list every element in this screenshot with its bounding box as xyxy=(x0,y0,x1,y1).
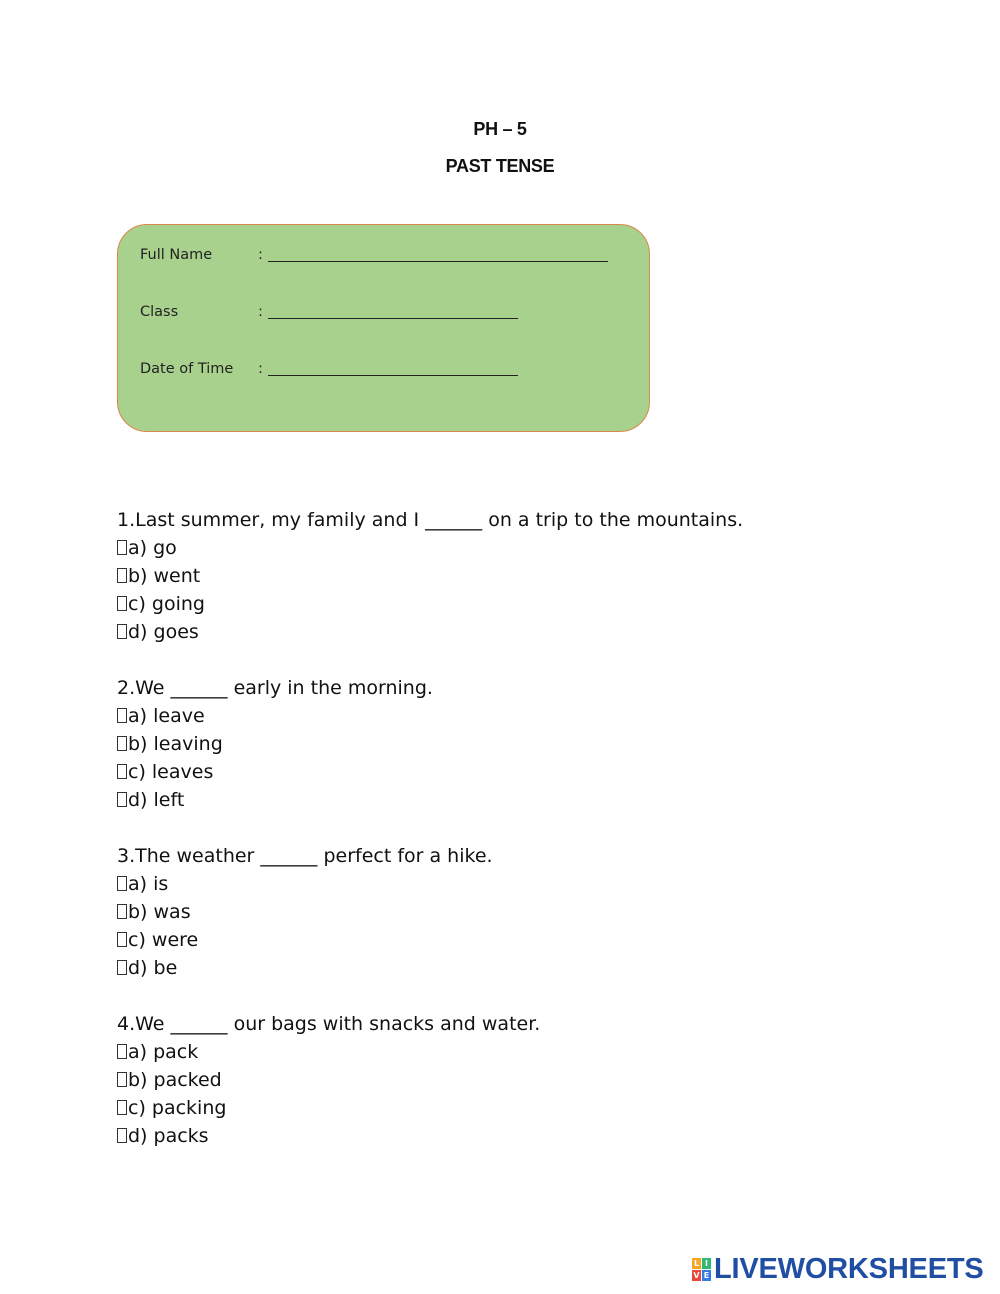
checkbox-icon[interactable] xyxy=(117,792,127,807)
answer-option[interactable] xyxy=(117,590,957,618)
question-text: 4.We ______ our bags with snacks and water. xyxy=(117,1013,541,1035)
option-label: d) be xyxy=(128,957,178,979)
liveworksheets-logo[interactable] xyxy=(692,1253,984,1285)
option-label: a) is xyxy=(128,873,169,895)
answer-option[interactable] xyxy=(117,1038,957,1066)
answer-option[interactable] xyxy=(117,562,957,590)
question-2 xyxy=(117,674,957,814)
checkbox-icon[interactable] xyxy=(117,568,127,583)
full-name-colon: : xyxy=(258,247,263,263)
option-label: a) pack xyxy=(128,1041,199,1063)
checkbox-icon[interactable] xyxy=(117,960,127,975)
date-label: Date of Time xyxy=(140,361,234,377)
date-blank-line[interactable] xyxy=(268,375,518,376)
question-text: 2.We ______ early in the morning. xyxy=(117,677,433,699)
logo-mark-letter-v: V xyxy=(693,1270,700,1280)
answer-option[interactable] xyxy=(117,534,957,562)
checkbox-icon[interactable] xyxy=(117,1100,127,1115)
option-label: c) going xyxy=(128,593,205,615)
answer-option[interactable] xyxy=(117,954,957,982)
checkbox-icon[interactable] xyxy=(117,708,127,723)
question-3 xyxy=(117,842,957,982)
liveworksheets-logo-icon xyxy=(692,1258,711,1281)
worksheet-code-title: PH – 5 xyxy=(473,119,527,139)
checkbox-icon[interactable] xyxy=(117,540,127,555)
answer-option[interactable] xyxy=(117,1122,957,1150)
answer-option[interactable] xyxy=(117,618,957,646)
answer-option[interactable] xyxy=(117,1094,957,1122)
student-info-box xyxy=(117,224,650,432)
answer-option[interactable] xyxy=(117,898,957,926)
answer-option[interactable] xyxy=(117,730,957,758)
answer-option[interactable] xyxy=(117,758,957,786)
full-name-blank-line[interactable] xyxy=(268,261,608,262)
class-blank-line[interactable] xyxy=(268,318,518,319)
logo-mark-letter-l: L xyxy=(693,1258,700,1268)
checkbox-icon[interactable] xyxy=(117,624,127,639)
answer-option[interactable] xyxy=(117,870,957,898)
option-label: b) leaving xyxy=(128,733,223,755)
liveworksheets-logo-text: LIVEWORKSHEETS xyxy=(714,1253,984,1285)
checkbox-icon[interactable] xyxy=(117,1072,127,1087)
answer-option[interactable] xyxy=(117,786,957,814)
checkbox-icon[interactable] xyxy=(117,736,127,751)
question-list xyxy=(117,506,957,1178)
option-label: d) left xyxy=(128,789,185,811)
checkbox-icon[interactable] xyxy=(117,876,127,891)
option-label: c) were xyxy=(128,929,199,951)
question-1 xyxy=(117,506,957,646)
checkbox-icon[interactable] xyxy=(117,932,127,947)
worksheet-topic-title: PAST TENSE xyxy=(445,156,555,176)
checkbox-icon[interactable] xyxy=(117,904,127,919)
date-colon: : xyxy=(258,361,263,377)
answer-option[interactable] xyxy=(117,926,957,954)
option-label: b) went xyxy=(128,565,201,587)
checkbox-icon[interactable] xyxy=(117,596,127,611)
question-4 xyxy=(117,1010,957,1150)
checkbox-icon[interactable] xyxy=(117,1044,127,1059)
option-label: b) was xyxy=(128,901,191,923)
option-label: d) goes xyxy=(128,621,199,643)
full-name-label: Full Name xyxy=(140,247,213,263)
checkbox-icon[interactable] xyxy=(117,764,127,779)
option-label: c) leaves xyxy=(128,761,214,783)
class-colon: : xyxy=(258,304,263,320)
logo-mark-letter-e: E xyxy=(703,1270,710,1280)
question-text: 3.The weather ______ perfect for a hike. xyxy=(117,845,493,867)
option-label: a) go xyxy=(128,537,177,559)
class-label: Class xyxy=(140,304,179,320)
option-label: a) leave xyxy=(128,705,205,727)
checkbox-icon[interactable] xyxy=(117,1128,127,1143)
option-label: d) packs xyxy=(128,1125,209,1147)
option-label: b) packed xyxy=(128,1069,222,1091)
answer-option[interactable] xyxy=(117,1066,957,1094)
answer-option[interactable] xyxy=(117,702,957,730)
question-text: 1.Last summer, my family and I ______ on a trip to the mountains. xyxy=(117,509,744,531)
logo-mark-letter-i: I xyxy=(702,1258,711,1269)
option-label: c) packing xyxy=(128,1097,227,1119)
